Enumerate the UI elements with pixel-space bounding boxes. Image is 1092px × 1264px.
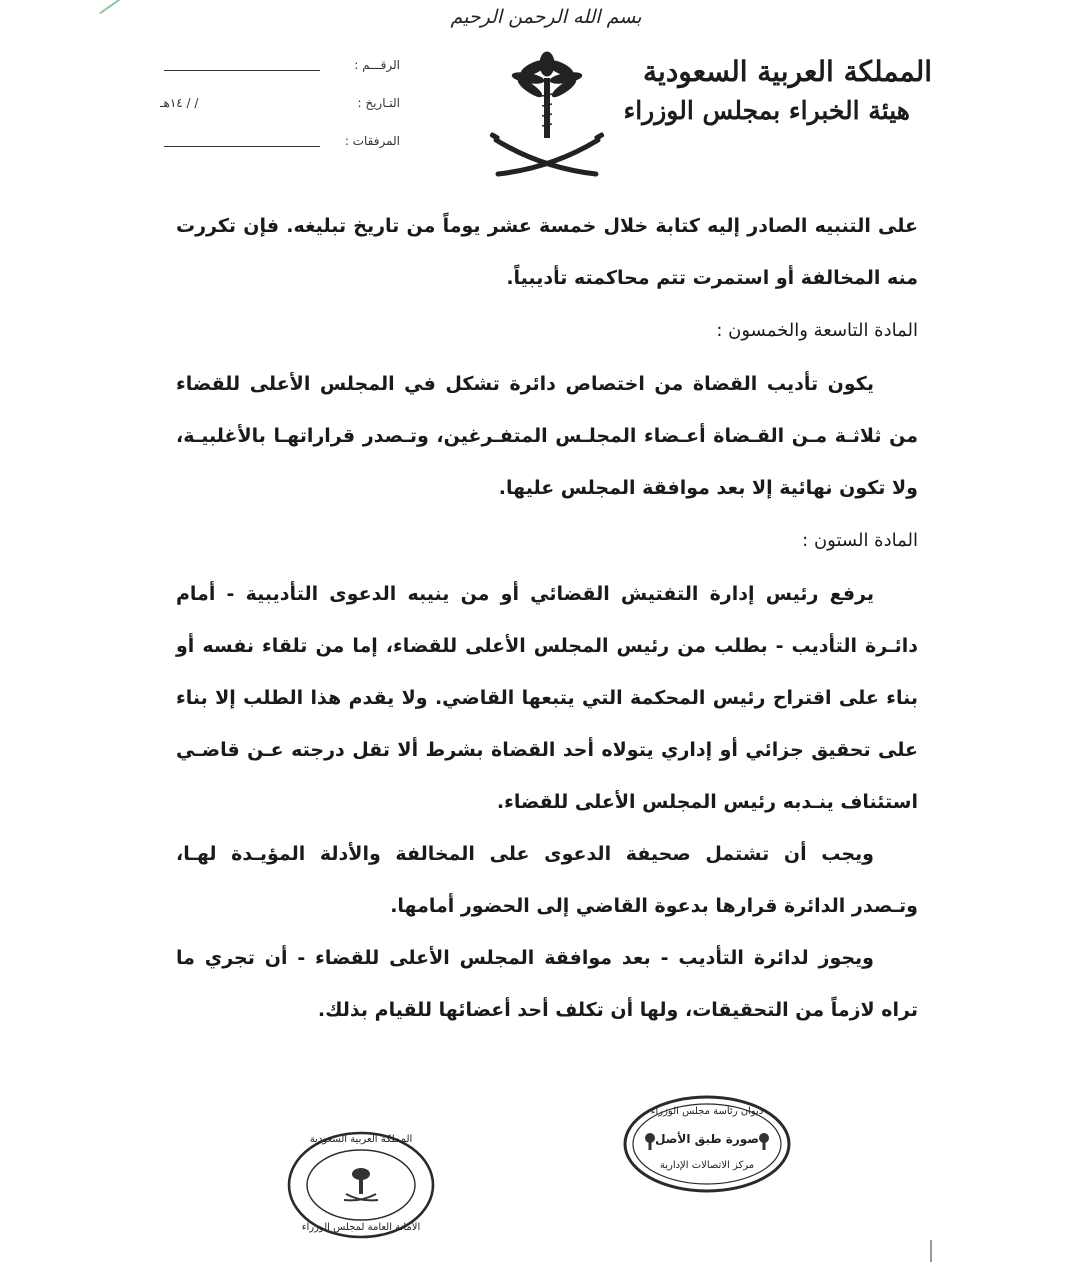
basmala: بسم الله الرحمن الرحيم — [450, 6, 642, 28]
reference-number-row — [160, 58, 400, 78]
corner-mark — [96, 0, 120, 14]
page-edge-mark — [930, 1240, 932, 1262]
saudi-emblem-icon — [482, 48, 612, 180]
article-heading: المادة التاسعة والخمسون : — [716, 320, 918, 341]
reference-date-label: التـاريخ : — [357, 96, 400, 110]
reference-date-row — [160, 96, 400, 116]
certified-copy-stamp — [622, 1094, 792, 1194]
seal-top-text: المملكة العربية السعودية — [309, 1134, 413, 1145]
stamp-top-text: ديوان رئاسة مجلس الوزراء — [650, 1106, 764, 1117]
org-country: المملكة العربية السعودية — [643, 55, 932, 88]
paragraph: يكون تأديب القضاة من اختصاص دائرة تشكل في المجلس الأعلى للقضاء من ثلاثـة مـن القـضاة أعـضاء المجلـس المتفـرغين، وتـصدر قراراتهـا بالأغلبيـة، ولا تكون نهائية إلا بعد موافقة المجلس عليها. — [176, 373, 918, 499]
paragraph: على التنبيه الصادر إليه كتابة خلال خمسة عشر يوماً من تاريخ تبليغه. فإن تكررت منه المخالفة أو استمرت تتم محاكمته تأديبياً. — [176, 215, 918, 289]
article-heading: المادة الستون : — [802, 530, 918, 551]
org-authority: هيئة الخبراء بمجلس الوزراء — [623, 96, 910, 125]
reference-number-line — [164, 70, 320, 71]
attachments-line — [164, 146, 320, 147]
secretariat-seal — [286, 1130, 436, 1240]
stamp-bottom-text: مركز الاتصالات الإدارية — [659, 1160, 755, 1171]
stamp-center-text: صورة طبق الأصل — [655, 1132, 759, 1146]
paragraph: ويجب أن تشتمل صحيفة الدعوى على المخالفة والأدلة المؤيـدة لهـا، وتـصدر الدائرة قرارها بدعوة القاضي إلى الحضور أمامها. — [176, 843, 918, 917]
paragraph: ويجوز لدائرة التأديب - بعد موافقة المجلس الأعلى للقضاء - أن تجري ما تراه لازماً من التحقيقات، ولها أن تكلف أحد أعضائها للقيام بذلك. — [176, 947, 918, 1021]
reference-number-label: الرقـــم : — [354, 58, 400, 72]
paragraph: يرفع رئيس إدارة التفتيش القضائي أو من ينيبه الدعوى التأديبية - أمام دائـرة التأديب - بطلب من رئيس المجلس الأعلى للقضاء، إما من تلقاء نفسه أو بناء على اقتراح رئيس المحكمة التي يتبعها القاضي. ولا يقدم هذا الطلب إلا بناء على تحقيق جزائي أو إداري يتولاه أحد القضاة بشرط ألا تقل درجته عـن قاضـي استئناف ينـدبه رئيس المجلس الأعلى للقضاء. — [176, 583, 918, 813]
organization-header — [623, 52, 932, 130]
attachments-row — [160, 134, 400, 154]
attachments-label: المرفقات : — [344, 134, 400, 148]
reference-date-value: / / ١٤هـ — [160, 96, 199, 110]
document-body — [176, 200, 918, 1036]
seal-bottom-text: الأمانة العامة لمجلس الوزراء — [301, 1222, 421, 1233]
